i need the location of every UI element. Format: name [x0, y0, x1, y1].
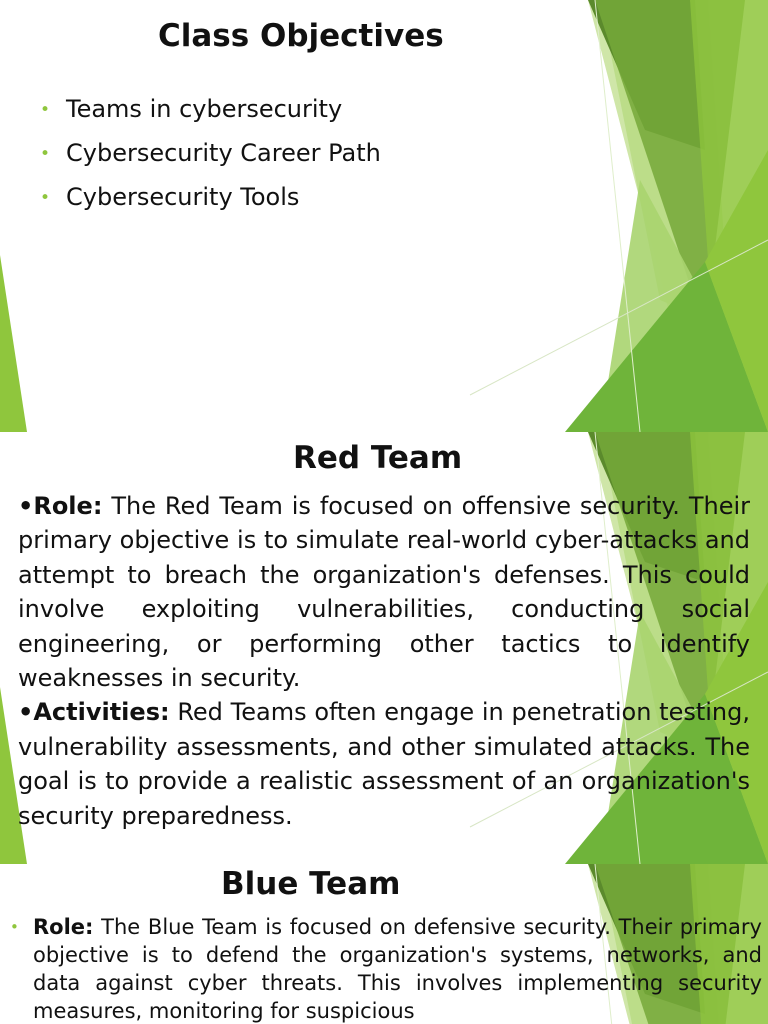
role-paragraph [33, 913, 762, 1024]
blue-team-body [10, 913, 762, 1024]
slide-blue-team [0, 864, 768, 1024]
objectives-list [40, 88, 381, 220]
slide-title: Class Objectives [158, 18, 444, 54]
bullet-icon: • [10, 918, 19, 936]
red-team-body [18, 489, 750, 833]
role-label: Role: [33, 915, 94, 939]
list-item-text: Cybersecurity Tools [66, 183, 300, 211]
slide-title: Red Team [293, 440, 463, 476]
list-item-text: Cybersecurity Career Path [66, 139, 381, 167]
slide-red-team [0, 432, 768, 864]
role-label: •Role: [18, 492, 103, 520]
list-item [40, 176, 381, 220]
role-text: The Red Team is focused on offensive security. Their primary objective is to simulate real-world cyber-attacks and attempt to breach the organization's defenses. This could involve exploiting vulnerabilities, conducting social engineering, or performing other tactics to identify weaknesses in security. [18, 492, 750, 693]
list-item-text: Teams in cybersecurity [66, 95, 343, 123]
bullet-icon: • [40, 100, 51, 120]
activities-paragraph [18, 695, 750, 833]
bullet-icon: • [40, 144, 51, 164]
list-item [40, 88, 381, 132]
bullet-icon: • [40, 188, 51, 208]
role-paragraph [18, 489, 750, 695]
list-item [40, 132, 381, 176]
slide-class-objectives [0, 0, 768, 432]
role-text: The Blue Team is focused on defensive security. Their primary objective is to defend the organization's systems, networks, and data against cyber threats. This involves implementing security measures, monitoring for suspicious [33, 915, 762, 1023]
activities-label: •Activities: [18, 698, 170, 727]
activities-text: Red Teams often engage in penetration testing, vulnerability assessments, and other simulated attacks. The goal is to provide a realistic assessment of an organization's security preparedness. [18, 698, 750, 830]
slide-title: Blue Team [221, 866, 401, 902]
